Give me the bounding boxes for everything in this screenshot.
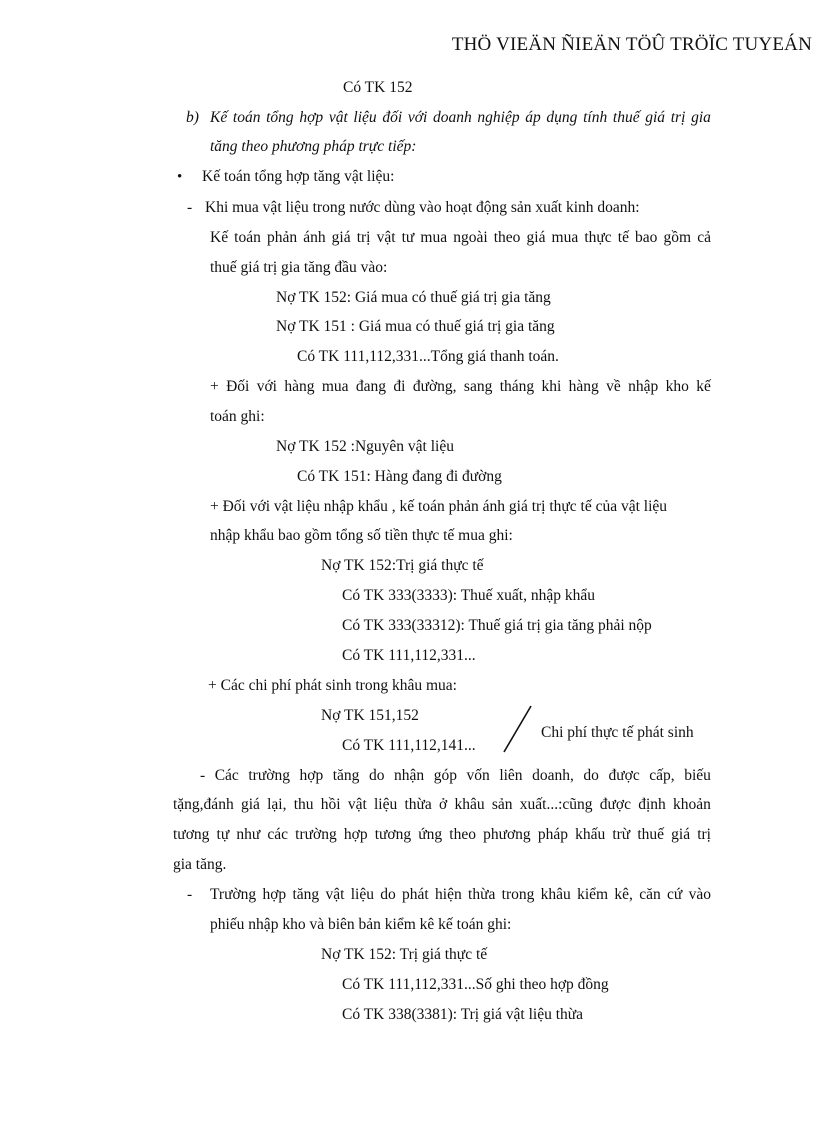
word: thực <box>584 229 612 246</box>
word: trị <box>697 826 711 843</box>
word: kế <box>696 378 711 395</box>
word: hợp <box>299 109 324 126</box>
word: toán <box>232 109 261 126</box>
word: Kế <box>210 229 229 246</box>
word: mua <box>551 229 579 246</box>
word: kê, <box>614 886 633 903</box>
page-header: THÖ VIEÄN ÑIEÄN TÖÛ TRÖÏC TUYEÁN <box>451 34 812 55</box>
word: gia <box>691 109 711 126</box>
entry-debit-152-actual: Nợ TK 152:Trị giá thực tế <box>321 557 484 574</box>
paragraph-goods-in-transit-cont: toán ghi: <box>210 408 265 425</box>
word: hàng <box>568 378 599 395</box>
word: trị <box>356 229 371 246</box>
word: thu <box>293 796 314 813</box>
word: thuế <box>637 826 665 843</box>
word: tương <box>374 826 412 843</box>
word: về <box>606 378 621 395</box>
word: tự <box>216 826 230 843</box>
word: vật <box>325 886 345 903</box>
word: hợp <box>262 886 287 903</box>
word: tư <box>401 229 415 246</box>
word: toán <box>234 229 261 246</box>
word: Đối <box>226 378 250 395</box>
entry-debit-151: Nợ TK 151 : Giá mua có thuế giá trị gia tăng <box>276 318 555 335</box>
word: định <box>638 796 666 813</box>
word: với <box>407 109 428 126</box>
word: cứ <box>667 886 683 903</box>
word: ở <box>439 796 448 813</box>
word: hợp <box>299 767 324 784</box>
word: khoản <box>673 796 711 813</box>
word: vật <box>376 229 396 246</box>
word: giá <box>645 109 666 126</box>
word: khâu <box>454 796 485 813</box>
bullet-icon: • <box>177 169 183 185</box>
word: với <box>256 378 277 395</box>
word: Trường <box>210 886 257 903</box>
word: kiểm <box>577 886 609 903</box>
word: hàng <box>284 378 315 395</box>
word: phát <box>402 886 429 903</box>
word: trị <box>670 109 686 126</box>
dash-marker: - <box>187 199 193 216</box>
word: vật <box>328 109 348 126</box>
word: được <box>608 767 640 784</box>
entry-credit-111-141: Có TK 111,112,141... <box>342 737 476 754</box>
word: đi <box>393 378 406 395</box>
section-b-marker: b) <box>186 109 199 126</box>
word: căn <box>639 886 661 903</box>
word: kho <box>665 378 689 395</box>
word: hợp <box>343 826 368 843</box>
word: liên <box>499 767 523 784</box>
word: mua <box>321 378 349 395</box>
word: cấp, <box>649 767 675 784</box>
word: dụng <box>546 109 578 126</box>
word: giá <box>671 826 691 843</box>
word: các <box>267 826 289 843</box>
word: giá <box>331 229 351 246</box>
word: Các <box>214 767 239 784</box>
word: do <box>583 767 599 784</box>
word: tăng <box>332 767 360 784</box>
entry-debit-152: Nợ TK 152: Giá mua có thuế giá trị gia tăng <box>276 289 551 306</box>
word: trừ <box>612 826 631 843</box>
word: liệu <box>373 796 398 813</box>
word: như <box>236 826 261 843</box>
entry-debit-152-material: Nợ TK 152 :Nguyên vật liệu <box>276 438 454 455</box>
word: sang <box>463 378 493 395</box>
word: giá <box>526 229 546 246</box>
word: ứng <box>418 826 443 843</box>
word: thừa <box>468 886 496 903</box>
word: hiện <box>435 886 462 903</box>
word: phương <box>483 826 531 843</box>
word: tương <box>173 826 210 843</box>
entry-credit-33312: Có TK 333(33312): Thuế giá trị gia tăng phải nộp <box>342 617 652 634</box>
word: khi <box>541 378 562 395</box>
dash-marker-2: - <box>187 886 193 903</box>
word: - <box>200 767 206 784</box>
word: tính <box>583 109 608 126</box>
word: trường <box>295 826 337 843</box>
entry-debit-151-152: Nợ TK 151,152 <box>321 707 419 724</box>
word: tặng,đánh <box>173 796 234 813</box>
word: sản <box>491 796 513 813</box>
paragraph-domestic-purchase: Khi mua vật liệu trong nước dùng vào hoạt động sản xuất kinh doanh: <box>205 199 640 216</box>
word: bao <box>635 229 658 246</box>
entry-credit-152: Có TK 152 <box>343 79 413 96</box>
word: trong <box>501 886 535 903</box>
word: xuất...:cũng <box>519 796 593 813</box>
word: phản <box>266 229 298 246</box>
word: Kế <box>210 109 228 126</box>
word: lại, <box>267 796 287 813</box>
word: do <box>368 767 385 784</box>
entry-credit-3381: Có TK 338(3381): Trị giá vật liệu thừa <box>342 1006 584 1023</box>
word: nhập <box>628 378 659 395</box>
word: giá <box>240 796 260 813</box>
word: thừa <box>404 796 432 813</box>
paragraph-imported-materials: + Đối với vật liệu nhập khẩu , kế toán phản ánh giá trị thực tế của vật liệu <box>210 498 668 515</box>
section-b-heading-cont: tăng theo phương pháp trực tiếp: <box>210 138 417 155</box>
word: vốn <box>466 767 490 784</box>
word: vào <box>688 886 711 903</box>
entry-credit-111: Có TK 111,112,331...Tổng giá thanh toán. <box>297 348 559 365</box>
word: được <box>599 796 631 813</box>
word: doanh <box>432 109 472 126</box>
entry-credit-151: Có TK 151: Hàng đang đi đường <box>297 468 502 485</box>
word: cả <box>697 229 711 246</box>
paragraph-other-increases-3 <box>173 825 711 845</box>
word: đường, <box>412 378 457 395</box>
word: biếu <box>684 767 711 784</box>
paragraph-other-increases-2 <box>173 795 711 815</box>
paragraph-surplus-inventory-cont: phiếu nhập kho và biên bản kiểm kê kế toán ghi: <box>210 916 512 933</box>
entry-debit-152-surplus: Nợ TK 152: Trị giá thực tế <box>321 946 488 963</box>
word: ngoài <box>453 229 488 246</box>
paragraph-purchase-costs: + Các chi phí phát sinh trong khâu mua: <box>208 677 457 694</box>
word: pháp <box>537 826 568 843</box>
paragraph-surplus-inventory <box>210 885 711 905</box>
word: khấu <box>575 826 606 843</box>
word: tháng <box>499 378 535 395</box>
word: đang <box>355 378 387 395</box>
paragraph-goods-in-transit <box>210 377 711 397</box>
word: nhận <box>394 767 425 784</box>
paragraph-other-increases-4: gia tăng. <box>173 856 227 873</box>
word: áp <box>525 109 541 126</box>
section-b-heading <box>210 108 711 128</box>
paragraph-reflect-value <box>210 228 711 248</box>
word: mua <box>420 229 448 246</box>
word: thuế <box>612 109 640 126</box>
word: gồm <box>663 229 692 246</box>
word: khâu <box>540 886 571 903</box>
word: + <box>210 378 219 395</box>
word: theo <box>493 229 521 246</box>
word: tăng <box>292 886 320 903</box>
word: tổng <box>266 109 294 126</box>
word: ánh <box>303 229 326 246</box>
word: liệu <box>350 886 374 903</box>
entry-credit-3333: Có TK 333(3333): Thuế xuất, nhập khẩu <box>342 587 595 604</box>
word: nghiệp <box>477 109 520 126</box>
word: góp <box>433 767 457 784</box>
word: do <box>380 886 396 903</box>
word: hồi <box>320 796 341 813</box>
word: theo <box>449 826 476 843</box>
paragraph-imported-materials-cont: nhập khẩu bao gồm tổng số tiền thực tế mua ghi: <box>210 527 513 544</box>
word: đối <box>382 109 403 126</box>
cost-note: Chi phí thực tế phát sinh <box>541 724 694 741</box>
paragraph-other-increases <box>200 766 711 786</box>
entry-credit-111-contract: Có TK 111,112,331...Số ghi theo hợp đồng <box>342 976 609 993</box>
paragraph-reflect-value-cont: thuế giá trị gia tăng đầu vào: <box>210 259 388 276</box>
word: vật <box>347 796 367 813</box>
word: tế <box>617 229 629 246</box>
word: trường <box>248 767 290 784</box>
bullet-heading: Kế toán tổng hợp tăng vật liệu: <box>202 168 395 185</box>
entry-credit-111-import: Có TK 111,112,331... <box>342 647 476 664</box>
word: liệu <box>353 109 377 126</box>
word: doanh, <box>532 767 574 784</box>
